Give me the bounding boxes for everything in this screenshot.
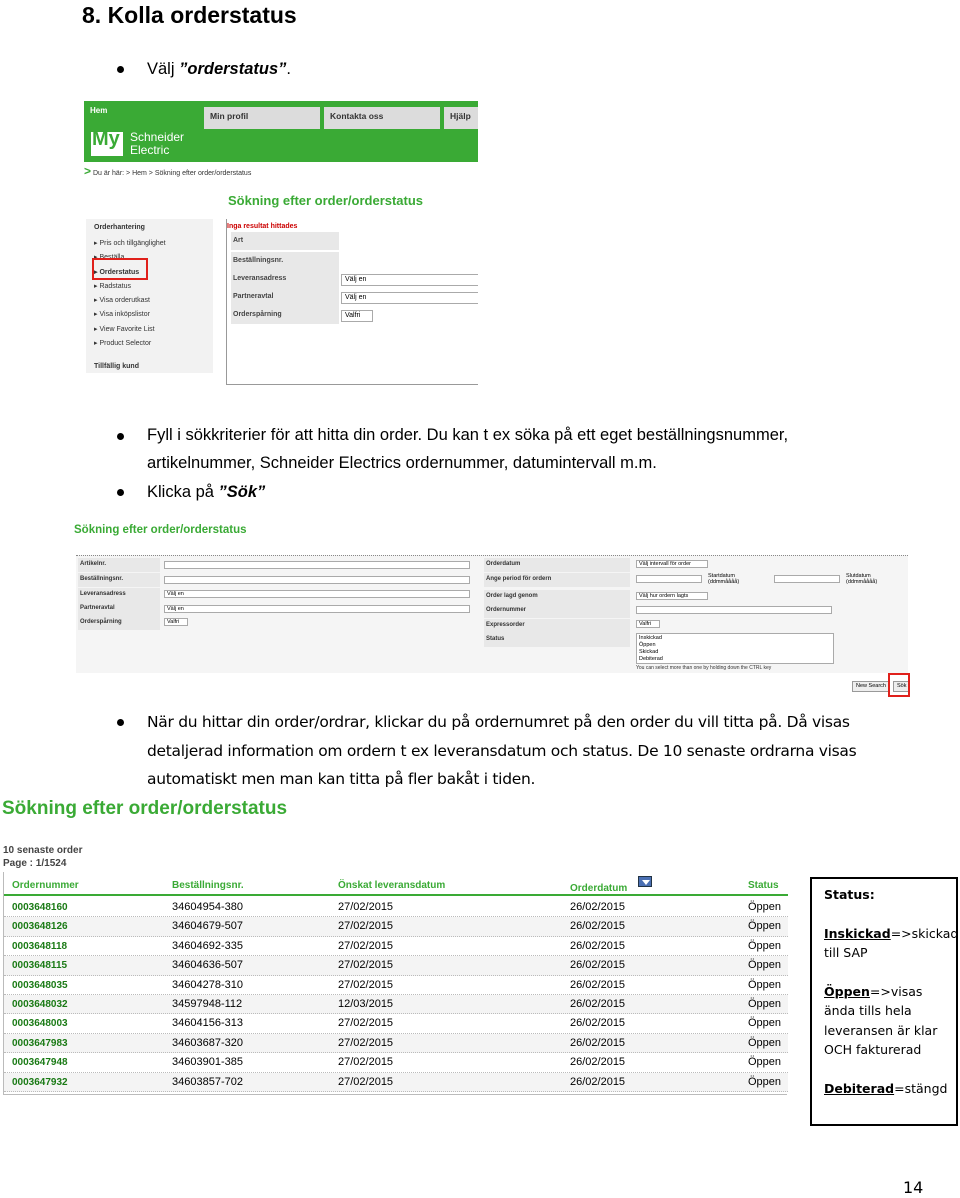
order-number-link[interactable]: 0003647932 [12, 1076, 68, 1088]
sort-icon[interactable] [638, 876, 652, 887]
order-number-link[interactable]: 0003648118 [12, 940, 68, 952]
table-cell: 26/02/2015 [570, 920, 626, 933]
table-cell: Öppen [748, 1056, 782, 1069]
table-cell: Öppen [748, 959, 782, 972]
breadcrumb: > Du är här: > Hem > Sökning efter order/orderstatus [84, 164, 252, 178]
order-number-link[interactable]: 0003648035 [12, 979, 68, 991]
field-label: Beställningsnr. [78, 573, 160, 587]
table-cell: 27/02/2015 [338, 920, 394, 933]
start-date-label: Startdatum (ddmmåååå) [708, 573, 740, 585]
bullet-dot [117, 489, 124, 496]
table-cell: 26/02/2015 [570, 901, 626, 913]
end-date-input[interactable] [774, 575, 840, 583]
field-label: Art [231, 232, 339, 250]
tab-home[interactable]: Hem [84, 101, 118, 126]
table-cell: 26/02/2015 [570, 1056, 626, 1069]
legend-title: Status: [824, 887, 875, 902]
table-row [4, 1073, 788, 1092]
sidebar [86, 219, 213, 373]
logo-my: My [92, 128, 120, 150]
sidebar-item[interactable]: ▸ Beställa [94, 254, 125, 261]
bullet-text-1: Välj ”orderstatus”. [147, 60, 291, 78]
table-cell: 27/02/2015 [338, 1036, 394, 1049]
page-number: 14 [903, 1178, 924, 1197]
table-cell: 34604156-313 [172, 1017, 243, 1030]
highlight-box [888, 673, 910, 697]
table-cell: 34604692-335 [172, 939, 243, 952]
tracking-select[interactable]: Valfri [341, 310, 373, 322]
field-label: Orderspårning [78, 616, 160, 630]
status-listbox[interactable]: Inskickad Öppen Skickad Debiterad [636, 633, 834, 664]
col-bestallningsnr[interactable]: Beställningsnr. [172, 880, 244, 891]
table-cell: 27/02/2015 [338, 1017, 394, 1030]
col-orderdatum[interactable]: Orderdatum [570, 883, 628, 894]
order-number-link[interactable]: 0003648126 [12, 921, 68, 933]
partner-select[interactable]: Välj en [164, 605, 470, 613]
bullet-text-3: Klicka på ”Sök” [147, 483, 266, 501]
tab-contact[interactable]: Kontakta oss [324, 107, 440, 129]
table-cell: 34604278-310 [172, 978, 243, 991]
express-select[interactable]: Valfri [636, 620, 660, 628]
sidebar-item[interactable]: ▸ View Favorite List [94, 326, 155, 333]
field-label: Order lagd genom [484, 590, 630, 604]
sidebar-item[interactable]: ▸ Visa orderutkast [94, 297, 150, 304]
table-row [4, 1034, 788, 1053]
article-input[interactable] [164, 561, 470, 569]
start-date-input[interactable] [636, 575, 702, 583]
page-indicator: Page : 1/1524 [3, 858, 67, 869]
table-row [4, 937, 788, 956]
order-number-link[interactable]: 0003648032 [12, 999, 68, 1010]
brand-name: Schneider Electric [130, 130, 185, 157]
form-frame [76, 555, 908, 673]
table-cell: Öppen [748, 939, 782, 952]
table-row [4, 956, 788, 975]
order-number-link[interactable]: 0003647948 [12, 1057, 68, 1069]
legend-item: Öppen=>visas ända tills hela leveransen är klar OCH fakturerad [824, 983, 938, 1057]
bullet-text-2: Fyll i sökkriterier för att hitta din order. Du kan t ex söka på ett eget beställningsnummer, artikelnummer, Schneider Electrics ordernummer, datumintervall m.m. [147, 426, 789, 472]
screenshot-search-form [74, 521, 910, 699]
table-row [4, 1053, 788, 1072]
order-table [3, 872, 787, 1095]
page-title: Sökning efter order/orderstatus [228, 193, 424, 208]
table-row [4, 995, 788, 1014]
sok-button[interactable]: Sök [893, 681, 910, 692]
legend-item: Debiterad=stängd [824, 1080, 948, 1096]
field-label: Beställningsnr. [231, 252, 339, 270]
order-number-input[interactable] [164, 576, 470, 584]
sidebar-item[interactable]: ▸ Product Selector [94, 340, 152, 347]
table-cell: 27/02/2015 [338, 939, 394, 952]
bullet-dot [117, 66, 124, 73]
table-cell: 27/02/2015 [338, 1056, 394, 1069]
bullet-dot [117, 719, 124, 726]
tab-profile[interactable]: Min profil [204, 107, 320, 129]
date-select[interactable]: Välj intervall för order [636, 560, 708, 568]
sidebar-item[interactable]: ▸ Visa inköpslistor [94, 311, 150, 318]
table-cell: 12/03/2015 [338, 998, 394, 1010]
table-cell: 27/02/2015 [338, 901, 394, 913]
table-cell: 26/02/2015 [570, 1075, 626, 1088]
field-label: Ange period för ordern [484, 573, 630, 587]
field-label: Partneravtal [231, 288, 339, 306]
table-cell: 34604636-507 [172, 959, 243, 972]
field-label: Artikelnr. [78, 558, 160, 572]
table-row [4, 976, 788, 995]
table-cell: 34603857-702 [172, 1075, 243, 1088]
field-label: Orderdatum [484, 558, 630, 572]
col-status[interactable]: Status [748, 880, 779, 891]
delivery-select[interactable]: Välj en [164, 590, 470, 598]
table-cell: 27/02/2015 [338, 978, 394, 991]
tab-help[interactable]: Hjälp [444, 107, 478, 129]
table-row [4, 917, 788, 936]
no-results: Inga resultat hittades [227, 223, 298, 230]
table-cell: Öppen [748, 1017, 782, 1030]
table-cell: 34603687-320 [172, 1036, 243, 1049]
bullet-dot [117, 433, 124, 440]
tracking-select[interactable]: Valfri [164, 618, 188, 626]
partner-select[interactable]: Välj en [341, 292, 478, 304]
search-form [226, 219, 478, 385]
table-cell: Öppen [748, 1036, 782, 1049]
table-cell: Öppen [748, 998, 782, 1010]
table-header [4, 872, 788, 896]
table-cell: 26/02/2015 [570, 959, 626, 972]
table-cell: 26/02/2015 [570, 939, 626, 952]
table-cell: 26/02/2015 [570, 978, 626, 991]
status-legend [810, 877, 958, 1126]
bullet-text-4: När du hittar din order/ordrar, klickar du på ordernumret på den order du vill titta på. Då visas detaljerad information om ordern t ex leveransdatum och status. De 10 senaste ordrarna visas automatiskt men man kan titta på fler bakåt i tiden. [147, 713, 857, 788]
order-number-link[interactable]: 0003648003 [12, 1018, 68, 1030]
table-row [4, 898, 788, 917]
screenshot-order-list [0, 796, 790, 1096]
table-cell: 27/02/2015 [338, 1075, 394, 1088]
col-ordernummer[interactable]: Ordernummer [12, 880, 79, 891]
list-title: Sökning efter order/orderstatus [2, 798, 288, 819]
section-heading: 8. Kolla orderstatus [82, 2, 297, 28]
table-cell: 34604954-380 [172, 901, 243, 913]
col-leveransdatum[interactable]: Önskat leveransdatum [338, 880, 446, 891]
sidebar-item-orderstatus[interactable]: ▸ Orderstatus [94, 269, 140, 276]
sidebar-header: Orderhantering [94, 224, 145, 231]
table-cell: 34603901-385 [172, 1056, 243, 1069]
field-label: Ordernummer [484, 604, 630, 618]
table-cell: 26/02/2015 [570, 998, 626, 1010]
table-cell: Öppen [748, 901, 782, 913]
sidebar-footer: Tillfällig kund [94, 363, 139, 370]
screenshot-portal-menu [84, 101, 478, 385]
field-label: Expressorder [484, 619, 630, 633]
order-number-link[interactable]: 0003648115 [12, 960, 68, 972]
table-cell: Öppen [748, 978, 782, 991]
order-number-link[interactable]: 0003647983 [12, 1037, 68, 1049]
table-cell: Öppen [748, 920, 782, 933]
table-cell: 27/02/2015 [338, 959, 394, 972]
table-cell: 26/02/2015 [570, 1017, 626, 1030]
table-cell: 34604679-507 [172, 920, 243, 933]
placed-select[interactable]: Välj hur ordern lagts [636, 592, 708, 600]
table-cell: 34597948-112 [172, 998, 243, 1010]
form-title: Sökning efter order/orderstatus [74, 524, 247, 536]
field-label: Leveransadress [78, 588, 160, 602]
legend-item: Inskickad=>skickad till SAP [824, 925, 959, 960]
field-label: Partneravtal [78, 602, 160, 616]
new-search-button[interactable]: New Search [852, 681, 890, 692]
sidebar-item[interactable]: ▸ Pris och tillgänglighet [94, 240, 166, 247]
sidebar-item[interactable]: ▸ Radstatus [94, 283, 131, 290]
order-number-link[interactable]: 0003648160 [12, 902, 68, 913]
delivery-select[interactable]: Välj en [341, 274, 478, 286]
field-label: Status [484, 633, 630, 647]
table-row [4, 1014, 788, 1033]
table-cell: 26/02/2015 [570, 1036, 626, 1049]
hint-text: You can select more than one by holding down the CTRL key [636, 665, 772, 671]
ordernumber-input[interactable] [636, 606, 832, 614]
table-cell: Öppen [748, 1075, 782, 1088]
end-date-label: Slutdatum (ddmmåååå) [846, 573, 878, 585]
field-label: Orderspårning [231, 306, 339, 324]
field-label: Leveransadress [231, 270, 339, 288]
highlight-box [92, 258, 148, 280]
list-subtitle: 10 senaste order [3, 845, 83, 856]
